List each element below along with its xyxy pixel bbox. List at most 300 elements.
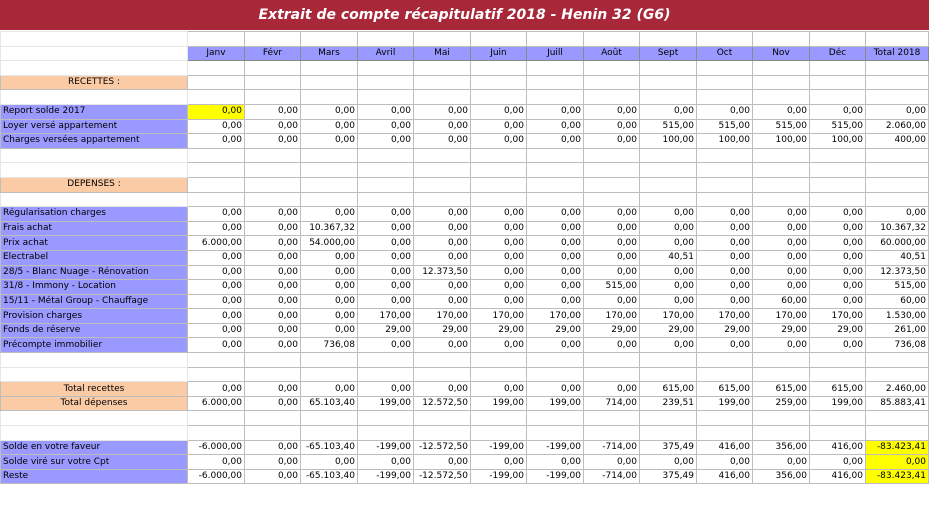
empty-cell[interactable] (753, 411, 810, 426)
value-cell[interactable]: 400,00 (866, 134, 929, 149)
month-header[interactable]: Août (584, 46, 640, 61)
empty-cell[interactable] (471, 75, 527, 90)
value-cell[interactable]: 170,00 (753, 309, 810, 324)
empty-cell[interactable] (810, 32, 866, 47)
value-cell[interactable]: 515,00 (640, 119, 697, 134)
value-cell[interactable]: 0,00 (245, 207, 301, 222)
value-cell[interactable]: 0,00 (527, 119, 584, 134)
empty-cell[interactable] (584, 75, 640, 90)
empty-cell[interactable] (245, 90, 301, 105)
value-cell[interactable]: 0,00 (301, 323, 358, 338)
empty-cell[interactable] (866, 32, 929, 47)
empty-cell[interactable] (810, 177, 866, 192)
value-cell[interactable]: -12.572,50 (414, 440, 471, 455)
value-cell[interactable]: 0,00 (697, 280, 753, 295)
value-cell[interactable]: 0,00 (188, 134, 245, 149)
value-cell[interactable]: 0,00 (245, 280, 301, 295)
value-cell[interactable]: 0,00 (358, 455, 414, 470)
value-cell[interactable]: 0,00 (245, 396, 301, 411)
value-cell[interactable]: 0,00 (697, 455, 753, 470)
value-cell[interactable]: 0,00 (245, 250, 301, 265)
month-header[interactable]: Total 2018 (866, 46, 929, 61)
empty-cell[interactable] (414, 426, 471, 441)
row-label[interactable]: Fonds de réserve (1, 323, 188, 338)
value-cell[interactable]: 100,00 (753, 134, 810, 149)
value-cell[interactable]: 0,00 (471, 236, 527, 251)
value-cell[interactable]: 416,00 (810, 469, 866, 484)
value-cell[interactable]: 0,00 (810, 250, 866, 265)
empty-cell[interactable] (584, 148, 640, 163)
value-cell[interactable]: 0,00 (358, 104, 414, 119)
empty-cell[interactable] (640, 90, 697, 105)
value-cell[interactable]: 10.367,32 (866, 221, 929, 236)
value-cell[interactable]: 0,00 (527, 221, 584, 236)
value-cell[interactable]: 615,00 (753, 382, 810, 397)
empty-cell[interactable] (640, 411, 697, 426)
empty-cell[interactable] (301, 177, 358, 192)
empty-cell[interactable] (471, 353, 527, 368)
value-cell[interactable]: 0,00 (188, 323, 245, 338)
value-cell[interactable]: 0,00 (301, 294, 358, 309)
month-header[interactable]: Mai (414, 46, 471, 61)
value-cell[interactable]: 0,00 (301, 280, 358, 295)
empty-cell[interactable] (245, 192, 301, 207)
empty-cell[interactable] (640, 367, 697, 382)
empty-cell[interactable] (358, 163, 414, 178)
empty-cell[interactable] (753, 353, 810, 368)
empty-cell[interactable] (584, 426, 640, 441)
empty-cell[interactable] (697, 32, 753, 47)
value-cell[interactable]: 0,00 (471, 294, 527, 309)
row-label[interactable]: Solde en votre faveur (1, 440, 188, 455)
value-cell[interactable]: -199,00 (527, 440, 584, 455)
value-cell[interactable]: 356,00 (753, 440, 810, 455)
empty-cell[interactable] (188, 426, 245, 441)
value-cell[interactable]: 0,00 (527, 338, 584, 353)
value-cell[interactable]: -714,00 (584, 440, 640, 455)
empty-cell[interactable] (527, 411, 584, 426)
value-cell[interactable]: 85.883,41 (866, 396, 929, 411)
empty-cell[interactable] (301, 192, 358, 207)
value-cell[interactable]: -12.572,50 (414, 469, 471, 484)
value-cell[interactable]: 736,08 (301, 338, 358, 353)
empty-cell[interactable] (527, 426, 584, 441)
value-cell[interactable]: 0,00 (640, 455, 697, 470)
value-cell[interactable]: 0,00 (584, 250, 640, 265)
empty-cell[interactable] (301, 426, 358, 441)
empty-cell[interactable] (753, 148, 810, 163)
empty-cell[interactable] (866, 90, 929, 105)
value-cell[interactable]: 10.367,32 (301, 221, 358, 236)
value-cell[interactable]: 0,00 (301, 207, 358, 222)
value-cell[interactable]: 0,00 (640, 221, 697, 236)
value-cell[interactable]: 0,00 (188, 280, 245, 295)
empty-cell[interactable] (188, 192, 245, 207)
value-cell[interactable]: 0,00 (584, 221, 640, 236)
empty-cell[interactable] (471, 177, 527, 192)
month-header[interactable]: Janv (188, 46, 245, 61)
value-cell[interactable]: 199,00 (697, 396, 753, 411)
empty-cell[interactable] (188, 61, 245, 76)
empty-cell[interactable] (866, 192, 929, 207)
value-cell[interactable]: 0,00 (640, 265, 697, 280)
empty-cell[interactable] (527, 163, 584, 178)
value-cell[interactable]: 0,00 (697, 338, 753, 353)
empty-cell[interactable] (810, 148, 866, 163)
value-cell[interactable]: 0,00 (245, 265, 301, 280)
value-cell[interactable]: 356,00 (753, 469, 810, 484)
value-cell[interactable]: 0,00 (188, 309, 245, 324)
empty-cell[interactable] (697, 90, 753, 105)
value-cell[interactable]: 170,00 (527, 309, 584, 324)
value-cell[interactable]: 261,00 (866, 323, 929, 338)
value-cell[interactable]: 0,00 (753, 104, 810, 119)
empty-cell[interactable] (188, 163, 245, 178)
empty-cell[interactable] (1, 46, 188, 61)
empty-cell[interactable] (414, 353, 471, 368)
empty-cell[interactable] (640, 148, 697, 163)
value-cell[interactable]: 12.572,50 (414, 396, 471, 411)
value-cell[interactable]: 1.530,00 (866, 309, 929, 324)
value-cell[interactable]: 0,00 (245, 382, 301, 397)
value-cell[interactable]: 100,00 (697, 134, 753, 149)
empty-cell[interactable] (245, 61, 301, 76)
empty-cell[interactable] (358, 426, 414, 441)
empty-cell[interactable] (471, 90, 527, 105)
value-cell[interactable]: 0,00 (753, 265, 810, 280)
value-cell[interactable]: 170,00 (414, 309, 471, 324)
value-cell[interactable]: 0,00 (414, 382, 471, 397)
empty-cell[interactable] (697, 353, 753, 368)
value-cell[interactable]: 0,00 (414, 455, 471, 470)
empty-cell[interactable] (810, 367, 866, 382)
empty-cell[interactable] (414, 148, 471, 163)
empty-cell[interactable] (584, 367, 640, 382)
empty-cell[interactable] (1, 61, 188, 76)
value-cell[interactable]: 40,51 (640, 250, 697, 265)
value-cell[interactable]: 0,00 (753, 221, 810, 236)
empty-cell[interactable] (584, 177, 640, 192)
value-cell[interactable]: 239,51 (640, 396, 697, 411)
empty-cell[interactable] (866, 367, 929, 382)
empty-cell[interactable] (1, 163, 188, 178)
value-cell[interactable]: 29,00 (640, 323, 697, 338)
empty-cell[interactable] (301, 75, 358, 90)
value-cell[interactable]: 0,00 (584, 294, 640, 309)
empty-cell[interactable] (697, 426, 753, 441)
empty-cell[interactable] (527, 32, 584, 47)
value-cell[interactable]: 65.103,40 (301, 396, 358, 411)
empty-cell[interactable] (1, 353, 188, 368)
value-cell[interactable]: 0,00 (358, 221, 414, 236)
empty-cell[interactable] (640, 353, 697, 368)
value-cell[interactable]: 0,00 (810, 338, 866, 353)
empty-cell[interactable] (188, 177, 245, 192)
row-label[interactable]: 31/8 - Immony - Location (1, 280, 188, 295)
value-cell[interactable]: 54.000,00 (301, 236, 358, 251)
empty-cell[interactable] (697, 367, 753, 382)
empty-cell[interactable] (527, 61, 584, 76)
empty-cell[interactable] (245, 75, 301, 90)
value-cell[interactable]: 29,00 (810, 323, 866, 338)
value-cell[interactable]: 416,00 (697, 469, 753, 484)
month-header[interactable]: Févr (245, 46, 301, 61)
value-cell[interactable]: 170,00 (810, 309, 866, 324)
row-label[interactable]: 28/5 - Blanc Nuage - Rénovation (1, 265, 188, 280)
empty-cell[interactable] (866, 148, 929, 163)
value-cell[interactable]: 515,00 (866, 280, 929, 295)
value-cell[interactable]: 416,00 (810, 440, 866, 455)
empty-cell[interactable] (301, 148, 358, 163)
value-cell[interactable]: 515,00 (753, 119, 810, 134)
value-cell[interactable]: 0,00 (245, 294, 301, 309)
empty-cell[interactable] (810, 426, 866, 441)
empty-cell[interactable] (358, 148, 414, 163)
value-cell[interactable]: 0,00 (188, 294, 245, 309)
empty-cell[interactable] (810, 90, 866, 105)
section-label[interactable]: RECETTES : (1, 75, 188, 90)
empty-cell[interactable] (358, 90, 414, 105)
value-cell[interactable]: 0,00 (358, 119, 414, 134)
value-cell[interactable]: 170,00 (697, 309, 753, 324)
month-header[interactable]: Sept (640, 46, 697, 61)
value-cell[interactable]: 515,00 (584, 280, 640, 295)
value-cell[interactable]: 0,00 (697, 207, 753, 222)
value-cell[interactable]: 0,00 (697, 236, 753, 251)
empty-cell[interactable] (1, 32, 188, 47)
value-cell[interactable]: 0,00 (584, 338, 640, 353)
value-cell[interactable]: 0,00 (753, 207, 810, 222)
value-cell[interactable]: 0,00 (414, 294, 471, 309)
empty-cell[interactable] (753, 426, 810, 441)
empty-cell[interactable] (301, 61, 358, 76)
empty-cell[interactable] (697, 177, 753, 192)
value-cell[interactable]: 199,00 (471, 396, 527, 411)
value-cell[interactable]: 0,00 (584, 207, 640, 222)
value-cell[interactable]: 0,00 (471, 338, 527, 353)
value-cell[interactable]: 0,00 (527, 280, 584, 295)
empty-cell[interactable] (414, 32, 471, 47)
value-cell[interactable]: 0,00 (753, 338, 810, 353)
value-cell[interactable]: 0,00 (753, 250, 810, 265)
value-cell[interactable]: -199,00 (471, 440, 527, 455)
value-cell[interactable]: 0,00 (471, 134, 527, 149)
row-label[interactable]: Provision charges (1, 309, 188, 324)
value-cell[interactable]: -65.103,40 (301, 469, 358, 484)
empty-cell[interactable] (414, 367, 471, 382)
row-label[interactable]: 15/11 - Métal Group - Chauffage (1, 294, 188, 309)
value-cell[interactable]: 0,00 (810, 221, 866, 236)
empty-cell[interactable] (527, 353, 584, 368)
empty-cell[interactable] (697, 148, 753, 163)
value-cell[interactable]: 0,00 (358, 294, 414, 309)
section-label[interactable]: DEPENSES : (1, 177, 188, 192)
value-cell[interactable]: 0,00 (697, 294, 753, 309)
value-cell[interactable]: 0,00 (245, 119, 301, 134)
empty-cell[interactable] (584, 90, 640, 105)
value-cell[interactable]: 0,00 (753, 455, 810, 470)
value-cell[interactable]: 375,49 (640, 469, 697, 484)
empty-cell[interactable] (471, 32, 527, 47)
empty-cell[interactable] (584, 32, 640, 47)
empty-cell[interactable] (1, 192, 188, 207)
value-cell[interactable]: 60.000,00 (866, 236, 929, 251)
value-cell[interactable]: 515,00 (810, 119, 866, 134)
row-label[interactable]: Reste (1, 469, 188, 484)
empty-cell[interactable] (1, 367, 188, 382)
value-cell[interactable]: 0,00 (810, 455, 866, 470)
empty-cell[interactable] (414, 163, 471, 178)
row-label[interactable]: Frais achat (1, 221, 188, 236)
empty-cell[interactable] (866, 177, 929, 192)
empty-cell[interactable] (245, 32, 301, 47)
empty-cell[interactable] (866, 426, 929, 441)
value-cell[interactable]: 0,00 (358, 382, 414, 397)
empty-cell[interactable] (358, 411, 414, 426)
empty-cell[interactable] (753, 192, 810, 207)
empty-cell[interactable] (1, 426, 188, 441)
value-cell[interactable]: 416,00 (697, 440, 753, 455)
value-cell[interactable]: 0,00 (866, 455, 929, 470)
row-label[interactable]: Régularisation charges (1, 207, 188, 222)
value-cell[interactable]: 0,00 (810, 207, 866, 222)
empty-cell[interactable] (640, 61, 697, 76)
value-cell[interactable]: -6.000,00 (188, 440, 245, 455)
empty-cell[interactable] (301, 163, 358, 178)
value-cell[interactable]: 0,00 (188, 455, 245, 470)
value-cell[interactable]: 6.000,00 (188, 396, 245, 411)
value-cell[interactable]: 0,00 (584, 134, 640, 149)
empty-cell[interactable] (640, 177, 697, 192)
empty-cell[interactable] (753, 177, 810, 192)
value-cell[interactable]: 0,00 (358, 250, 414, 265)
value-cell[interactable]: 0,00 (753, 236, 810, 251)
value-cell[interactable]: 0,00 (810, 265, 866, 280)
value-cell[interactable]: 0,00 (301, 309, 358, 324)
month-header[interactable]: Déc (810, 46, 866, 61)
value-cell[interactable]: 40,51 (866, 250, 929, 265)
empty-cell[interactable] (358, 61, 414, 76)
value-cell[interactable]: -199,00 (471, 469, 527, 484)
value-cell[interactable]: 0,00 (301, 265, 358, 280)
value-cell[interactable]: 0,00 (471, 207, 527, 222)
value-cell[interactable]: 515,00 (697, 119, 753, 134)
month-header[interactable]: Mars (301, 46, 358, 61)
month-header[interactable]: Avril (358, 46, 414, 61)
value-cell[interactable]: 0,00 (640, 104, 697, 119)
empty-cell[interactable] (810, 75, 866, 90)
row-label[interactable]: Charges versées appartement (1, 134, 188, 149)
value-cell[interactable]: 0,00 (301, 134, 358, 149)
value-cell[interactable]: 0,00 (188, 338, 245, 353)
empty-cell[interactable] (245, 163, 301, 178)
empty-cell[interactable] (753, 61, 810, 76)
value-cell[interactable]: 60,00 (753, 294, 810, 309)
value-cell[interactable]: 12.373,50 (866, 265, 929, 280)
value-cell[interactable]: -83.423,41 (866, 469, 929, 484)
value-cell[interactable]: 0,00 (414, 134, 471, 149)
value-cell[interactable]: 0,00 (753, 280, 810, 295)
empty-cell[interactable] (866, 411, 929, 426)
month-header[interactable]: Juill (527, 46, 584, 61)
value-cell[interactable]: 0,00 (527, 104, 584, 119)
value-cell[interactable]: 0,00 (527, 250, 584, 265)
value-cell[interactable]: 0,00 (471, 280, 527, 295)
value-cell[interactable]: 29,00 (753, 323, 810, 338)
value-cell[interactable]: 0,00 (584, 119, 640, 134)
value-cell[interactable]: 0,00 (866, 207, 929, 222)
value-cell[interactable]: 0,00 (188, 104, 245, 119)
value-cell[interactable]: 0,00 (471, 382, 527, 397)
value-cell[interactable]: 0,00 (640, 207, 697, 222)
value-cell[interactable]: 0,00 (188, 250, 245, 265)
empty-cell[interactable] (188, 32, 245, 47)
empty-cell[interactable] (697, 163, 753, 178)
value-cell[interactable]: 0,00 (414, 236, 471, 251)
empty-cell[interactable] (358, 32, 414, 47)
value-cell[interactable]: 0,00 (640, 338, 697, 353)
empty-cell[interactable] (358, 177, 414, 192)
value-cell[interactable]: 0,00 (527, 455, 584, 470)
empty-cell[interactable] (584, 163, 640, 178)
empty-cell[interactable] (753, 163, 810, 178)
value-cell[interactable]: -199,00 (358, 440, 414, 455)
value-cell[interactable]: 2.460,00 (866, 382, 929, 397)
value-cell[interactable]: 0,00 (471, 250, 527, 265)
value-cell[interactable]: 0,00 (358, 265, 414, 280)
value-cell[interactable]: 0,00 (245, 323, 301, 338)
empty-cell[interactable] (697, 192, 753, 207)
row-label[interactable]: Electrabel (1, 250, 188, 265)
value-cell[interactable]: 29,00 (471, 323, 527, 338)
empty-cell[interactable] (471, 148, 527, 163)
value-cell[interactable]: 0,00 (414, 338, 471, 353)
value-cell[interactable]: 0,00 (188, 207, 245, 222)
value-cell[interactable]: 0,00 (414, 250, 471, 265)
value-cell[interactable]: 199,00 (358, 396, 414, 411)
empty-cell[interactable] (245, 426, 301, 441)
value-cell[interactable]: -6.000,00 (188, 469, 245, 484)
row-label[interactable]: Prix achat (1, 236, 188, 251)
month-header[interactable]: Oct (697, 46, 753, 61)
value-cell[interactable]: 0,00 (584, 455, 640, 470)
value-cell[interactable]: 0,00 (527, 294, 584, 309)
value-cell[interactable]: 375,49 (640, 440, 697, 455)
value-cell[interactable]: 0,00 (527, 134, 584, 149)
empty-cell[interactable] (471, 163, 527, 178)
value-cell[interactable]: 29,00 (358, 323, 414, 338)
value-cell[interactable]: 0,00 (810, 104, 866, 119)
empty-cell[interactable] (471, 192, 527, 207)
value-cell[interactable]: 0,00 (584, 236, 640, 251)
empty-cell[interactable] (301, 32, 358, 47)
value-cell[interactable]: 0,00 (810, 294, 866, 309)
value-cell[interactable]: 0,00 (471, 104, 527, 119)
value-cell[interactable]: 0,00 (414, 280, 471, 295)
value-cell[interactable]: -65.103,40 (301, 440, 358, 455)
value-cell[interactable]: 0,00 (810, 236, 866, 251)
empty-cell[interactable] (640, 192, 697, 207)
value-cell[interactable]: 0,00 (584, 104, 640, 119)
empty-cell[interactable] (697, 75, 753, 90)
value-cell[interactable]: 0,00 (245, 469, 301, 484)
value-cell[interactable]: 29,00 (527, 323, 584, 338)
value-cell[interactable]: 170,00 (584, 309, 640, 324)
empty-cell[interactable] (414, 177, 471, 192)
row-label[interactable]: Report solde 2017 (1, 104, 188, 119)
value-cell[interactable]: 100,00 (810, 134, 866, 149)
empty-cell[interactable] (188, 411, 245, 426)
